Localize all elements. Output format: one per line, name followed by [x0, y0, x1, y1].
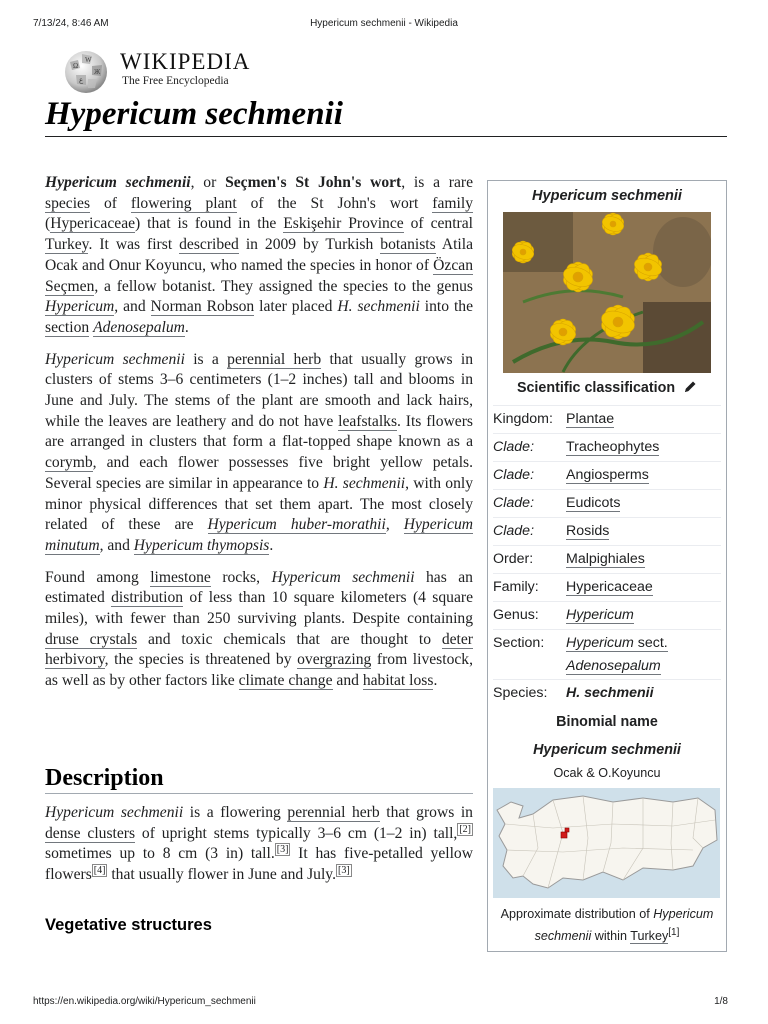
intro-paragraph-2: Hypericum sechmenii is a perennial herb that usually grows in clusters of stems 3–6 centimeters (1–2 inches) tall and blooms in June and July. The stems of the plant are smooth and lack hairs, while the leaves are leathery and do not have leafstalks. Its flowers are arranged in clusters that form a flat-topped shape known as a corymb, and each flower possesses five bright yellow petals. Several species are similar in appearance to H. sechmenii, with only minor physical differences that set them apart. The most closely related of these are Hypericum huber-morathii, Hypericum minutum, and Hypericum thymopsis. [45, 350, 474, 554]
infobox-row-clade-2: Clade: Angiosperms [493, 461, 721, 490]
link-dense-clusters[interactable]: dense clusters [45, 824, 136, 842]
infobox-row-clade-4: Clade: Rosids [493, 517, 721, 546]
infobox-row-clade-3: Clade: Eudicots [493, 489, 721, 518]
link-eudicots[interactable]: Eudicots [566, 495, 621, 511]
link-adenosepalum[interactable]: Adenosepalum [93, 318, 185, 336]
link-corymb[interactable]: corymb [45, 454, 93, 472]
link-hypericum-sect[interactable]: Hypericum sect. [566, 635, 668, 651]
link-turkey[interactable]: Turkey [45, 236, 89, 254]
link-adenosepalum-infobox[interactable]: Adenosepalum [566, 658, 661, 674]
vegetative-structures-heading: Vegetative structures [45, 916, 212, 934]
link-deter-herbivory[interactable]: deter herbivory [45, 630, 473, 669]
link-hypericum-huber-morathii[interactable]: Hypericum huber-morathii [207, 516, 386, 534]
link-rosids[interactable]: Rosids [566, 523, 610, 539]
link-turkey-caption[interactable]: Turkey [630, 929, 669, 943]
link-angiosperms[interactable]: Angiosperms [566, 467, 649, 483]
citation-1[interactable]: [1] [668, 926, 680, 938]
page-title: Hypericum sechmenii [45, 93, 727, 137]
wikipedia-tagline: The Free Encyclopedia [122, 75, 229, 87]
wikipedia-logo[interactable] [62, 46, 251, 96]
svg-text:Ж: Ж [94, 68, 101, 76]
link-climate-change[interactable]: climate change [238, 672, 333, 690]
distribution-map[interactable] [493, 788, 720, 898]
binomial-name-header: Binomial name [556, 714, 658, 730]
link-limestone[interactable]: limestone [150, 568, 211, 586]
link-section[interactable]: section [45, 318, 90, 336]
link-hypericaceae-infobox[interactable]: Hypericaceae [566, 579, 653, 595]
link-tracheophytes[interactable]: Tracheophytes [566, 439, 660, 455]
print-datetime: 7/13/24, 8:46 AM [33, 18, 109, 29]
wikipedia-globe-icon [62, 48, 112, 94]
infobox-row-kingdom: Kingdom: Plantae [493, 405, 721, 434]
infobox-row-order: Order: Malpighiales [493, 545, 721, 574]
intro-paragraph-3: Found among limestone rocks, Hypericum sechmenii has an estimated distribution of less than 10 square kilometers (4 square miles), with fewer than 250 surviving plants. Despite containing druse crystals and toxic chemicals that are thought to deter herbivory, the species is threatened by overgrazing from livestock, as well as by other factors like climate change and habitat loss. [45, 568, 474, 690]
print-footer [0, 996, 768, 1010]
binomial-name: Hypericum sechmenii [533, 742, 681, 758]
map-caption: Approximate distribution of Hypericum sechmenii within Turkey[1] [500, 907, 714, 943]
species-photo-image [503, 212, 711, 373]
infobox-row-genus: Genus: Hypericum [493, 601, 721, 630]
link-flowering-plant[interactable]: flowering plant [130, 194, 237, 212]
citation-4[interactable]: [4] [93, 864, 106, 876]
link-plantae[interactable]: Plantae [566, 411, 615, 427]
link-malpighiales[interactable]: Malpighiales [566, 551, 645, 567]
link-ozcan-secmen[interactable]: Özcan Seçmen [45, 256, 473, 295]
svg-text:W: W [85, 56, 92, 64]
description-heading: Description [45, 763, 473, 794]
species-name: H. sechmenii [566, 685, 654, 701]
link-druse-crystals[interactable]: druse crystals [45, 630, 138, 648]
svg-text:ع: ع [79, 76, 84, 84]
edit-pencil-icon[interactable] [683, 380, 697, 394]
binomial-authority: Ocak & O.Koyuncu [553, 766, 661, 780]
link-hypericum-minutum[interactable]: Hypericum minutum [45, 516, 474, 554]
citation-2[interactable]: [2] [459, 823, 471, 835]
citation-3[interactable]: [3] [276, 844, 289, 856]
link-norman-robson[interactable]: Norman Robson [150, 298, 255, 316]
infobox-title: Hypericum sechmenii [532, 188, 682, 204]
infobox-row-section: Section: Hypericum sect. Adenosepalum [493, 629, 721, 680]
link-distribution[interactable]: distribution [111, 589, 184, 607]
link-species[interactable]: species [45, 194, 91, 212]
print-page-title: Hypericum sechmenii - Wikipedia [310, 18, 458, 29]
article-intro [45, 173, 473, 703]
link-perennial-herb-2[interactable]: perennial herb [287, 804, 380, 821]
intro-paragraph-1: Hypericum sechmenii, or Seçmen's St John's wort, is a rare species of flowering plant of the St John's wort family (Hypericaceae) that is found in the Eskişehir Province of central Turkey. It was first described in 2009 by Turkish botanists Atila Ocak and Onur Koyuncu, who named the species in honor of Özcan Seçmen, a fellow botanist. They assigned the species to the genus Hypericum, and Norman Robson later placed H. sechmenii into the section Adenosepalum. [45, 174, 473, 336]
link-described[interactable]: described [179, 236, 239, 254]
species-photo[interactable] [503, 212, 711, 373]
link-habitat-loss[interactable]: habitat loss [362, 672, 434, 690]
link-hypericum-thymopsis[interactable]: Hypericum thymopsis [133, 536, 270, 554]
link-overgrazing[interactable]: overgrazing [297, 651, 372, 669]
link-botanists[interactable]: botanists [380, 236, 436, 254]
link-hypericum[interactable]: Hypericum [45, 298, 115, 316]
link-perennial-herb[interactable]: perennial herb [227, 350, 322, 368]
link-leafstalks[interactable]: leafstalks [338, 412, 398, 430]
infobox-row-clade-1: Clade: Tracheophytes [493, 433, 721, 462]
link-hypericaceae[interactable]: Hypericaceae [50, 215, 136, 233]
scientific-classification-header: Scientific classification [492, 380, 722, 396]
print-url: https://en.wikipedia.org/wiki/Hypericum_sechmenii [33, 996, 256, 1007]
range-marker [561, 832, 567, 838]
description-paragraph: Hypericum sechmenii is a flowering perennial herb that grows in dense clusters of upright stems typically 3–6 cm (1–2 in) tall, [2] sometimes up to 8 cm (3 in) tall. [3] It has five-petalled yellow flowers [4] that usually flower in June and July. [3] [45, 804, 473, 884]
link-eskisehir-province[interactable]: Eskişehir Province [283, 215, 404, 233]
svg-text:Ω: Ω [73, 62, 79, 70]
infobox-row-family: Family: Hypericaceae [493, 573, 721, 602]
infobox-row-species: Species: H. sechmenii [493, 679, 721, 708]
taxobox [487, 180, 727, 952]
citation-3b[interactable]: [3] [337, 864, 350, 876]
link-family[interactable]: family [432, 194, 473, 212]
print-page-number: 1/8 [714, 996, 728, 1007]
print-header [0, 18, 768, 32]
wikipedia-wordmark: WIKIPEDIA [120, 49, 251, 74]
link-hypericum-genus[interactable]: Hypericum [566, 607, 634, 623]
turkey-map-image [493, 788, 720, 898]
